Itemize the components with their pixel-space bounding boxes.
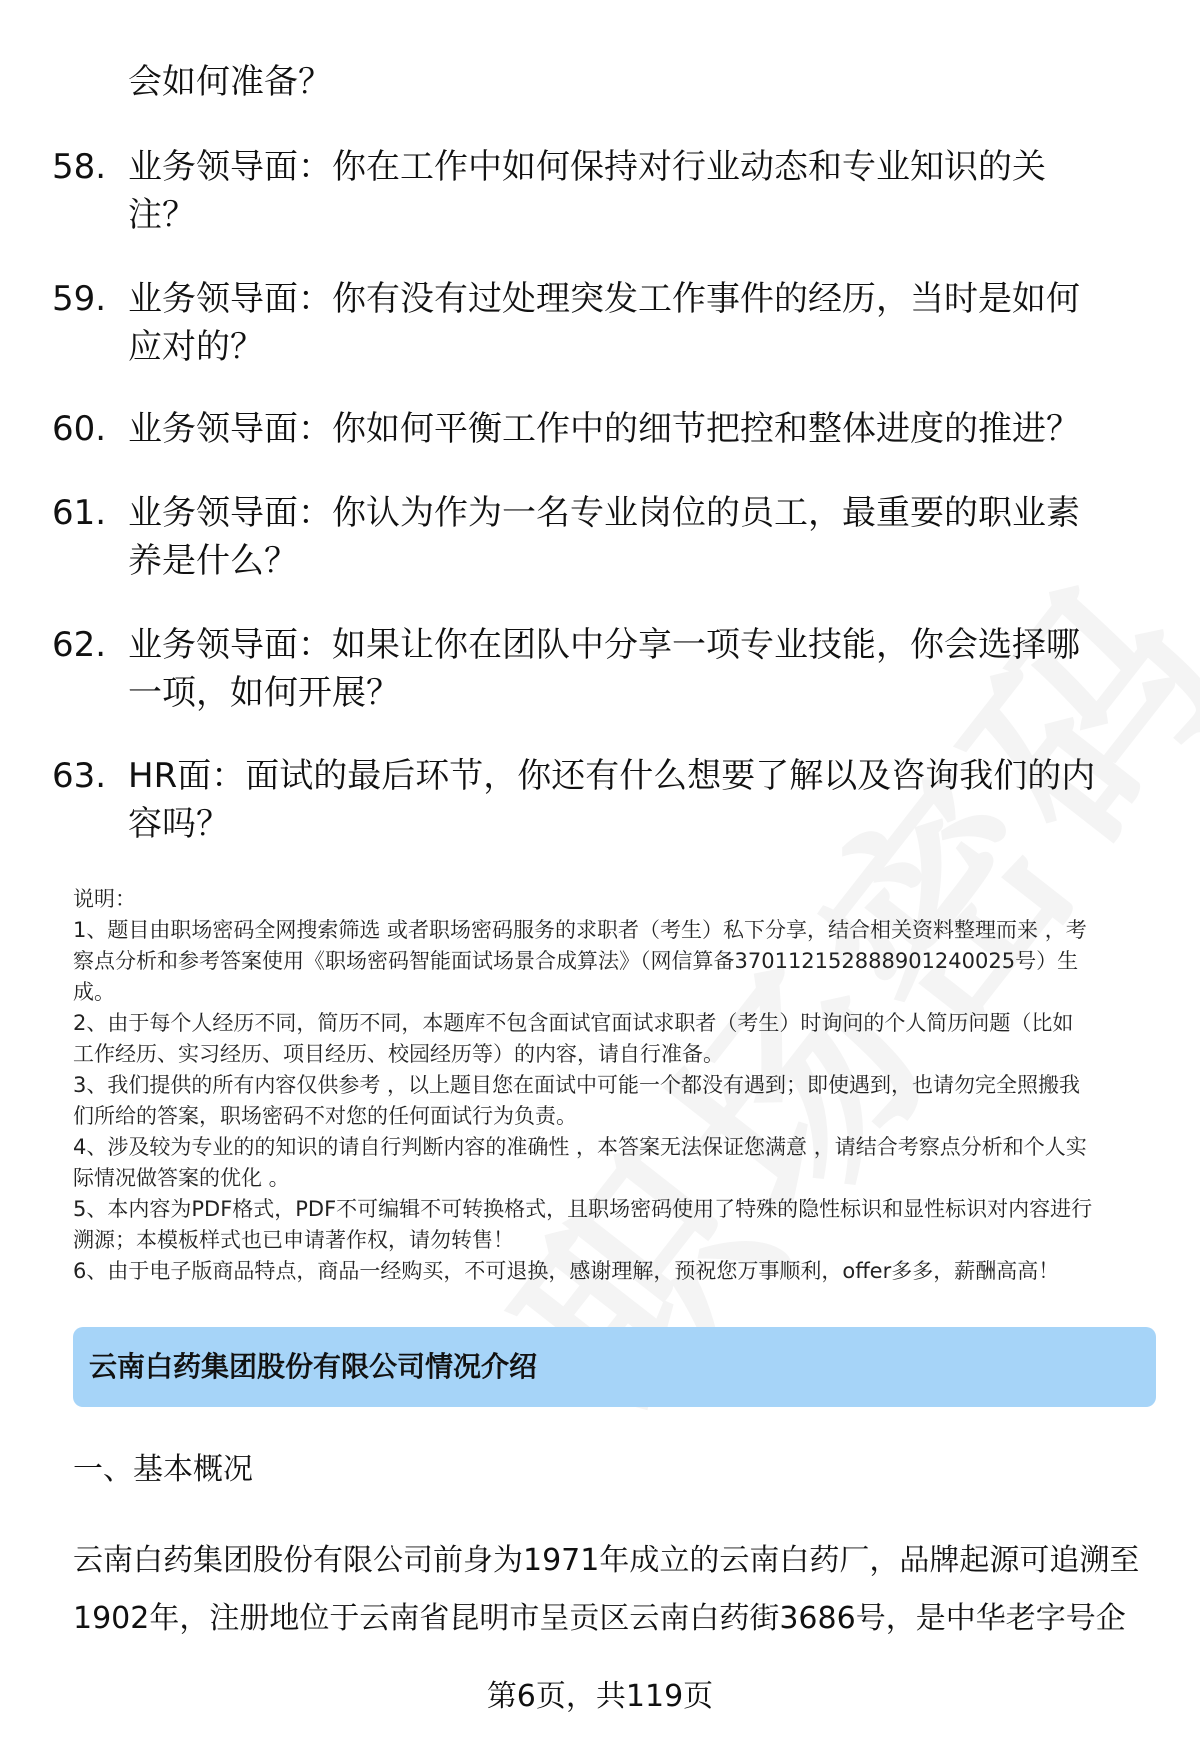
question-number: 58. bbox=[52, 147, 107, 187]
notes-line: 工作经历、实习经历、项目经历、校园经历等）的内容，请自行准备。 bbox=[73, 1042, 724, 1066]
question-text-line: 业务领导面：如果让你在团队中分享一项专业技能，你会选择哪 bbox=[128, 625, 1080, 665]
notes-block bbox=[73, 884, 1163, 1287]
notes-line: 溯源；本模板样式也已申请著作权，请勿转售！ bbox=[73, 1228, 514, 1252]
sub-heading: 一、基本概况 bbox=[73, 1452, 253, 1487]
question-number: 63. bbox=[52, 756, 107, 796]
question-text-line: 业务领导面：你认为作为一名专业岗位的员工，最重要的职业素 bbox=[128, 493, 1080, 533]
section-title: 云南白药集团股份有限公司情况介绍 bbox=[89, 1350, 538, 1383]
question-text-line: 应对的？ bbox=[128, 327, 264, 367]
notes-line: 6、由于电子版商品特点，商品一经购买，不可退换，感谢理解，预祝您万事顺利，offer多多，薪酬高高！ bbox=[73, 1259, 1060, 1283]
intro-line: 云南白药集团股份有限公司前身为1971年成立的云南白药厂，品牌起源可追溯至 bbox=[73, 1543, 1140, 1578]
section-banner bbox=[73, 1327, 1156, 1407]
question-number: 59. bbox=[52, 279, 107, 319]
question-text-line: HR面：面试的最后环节，你还有什么想要了解以及咨询我们的内 bbox=[128, 756, 1096, 796]
question-number: 62. bbox=[52, 625, 107, 665]
question-text-line: 业务领导面：你在工作中如何保持对行业动态和专业知识的关 bbox=[128, 147, 1046, 187]
question-text-line: 一项，如何开展？ bbox=[128, 673, 400, 713]
notes-line: 5、本内容为PDF格式，PDF不可编辑不可转换格式，且职场密码使用了特殊的隐性标识和显性标识对内容进行 bbox=[73, 1197, 1093, 1221]
page-footer: 第6页，共119页 bbox=[486, 1679, 714, 1714]
question-text-line: 注？ bbox=[128, 195, 196, 235]
question-text-line: 养是什么？ bbox=[128, 541, 298, 581]
question-number: 60. bbox=[52, 409, 107, 449]
notes-line: 察点分析和参考答案使用《职场密码智能面试场景合成算法》（网信算备370112152888901240025号）生 bbox=[73, 949, 1079, 973]
notes-line: 成。 bbox=[73, 980, 115, 1004]
question-number: 61. bbox=[52, 493, 107, 533]
notes-line: 们所给的答案，职场密码不对您的任何面试行为负责。 bbox=[73, 1104, 577, 1128]
notes-line: 2、由于每个人经历不同，简历不同，本题库不包含面试官面试求职者（考生）时询问的个人简历问题（比如 bbox=[73, 1011, 1074, 1035]
question-text-line: 业务领导面：你有没有过处理突发工作事件的经历，当时是如何 bbox=[128, 279, 1080, 319]
question-text-line: 容吗？ bbox=[128, 804, 230, 844]
notes-line: 1、题目由职场密码全网搜索筛选 或者职场密码服务的求职者（考生）私下分享，结合相关资料整理而来 ，考 bbox=[73, 918, 1087, 942]
notes-line: 3、我们提供的所有内容仅供参考 ，以上题目您在面试中可能一个都没有遇到；即使遇到，也请勿完全照搬我 bbox=[73, 1073, 1081, 1097]
intro-paragraph bbox=[73, 1532, 1153, 1648]
notes-line: 际情况做答案的优化 。 bbox=[73, 1166, 290, 1190]
question-text-line: 会如何准备？ bbox=[128, 62, 332, 102]
notes-title: 说明： bbox=[73, 887, 136, 911]
notes-line: 4、涉及较为专业的的知识的请自行判断内容的准确性 ，本答案无法保证您满意 ，请结合考察点分析和个人实 bbox=[73, 1135, 1087, 1159]
question-text-line: 业务领导面：你如何平衡工作中的细节把控和整体进度的推进？ bbox=[128, 409, 1080, 449]
intro-line: 1902年，注册地位于云南省昆明市呈贡区云南白药街3686号，是中华老字号企 bbox=[73, 1601, 1126, 1636]
